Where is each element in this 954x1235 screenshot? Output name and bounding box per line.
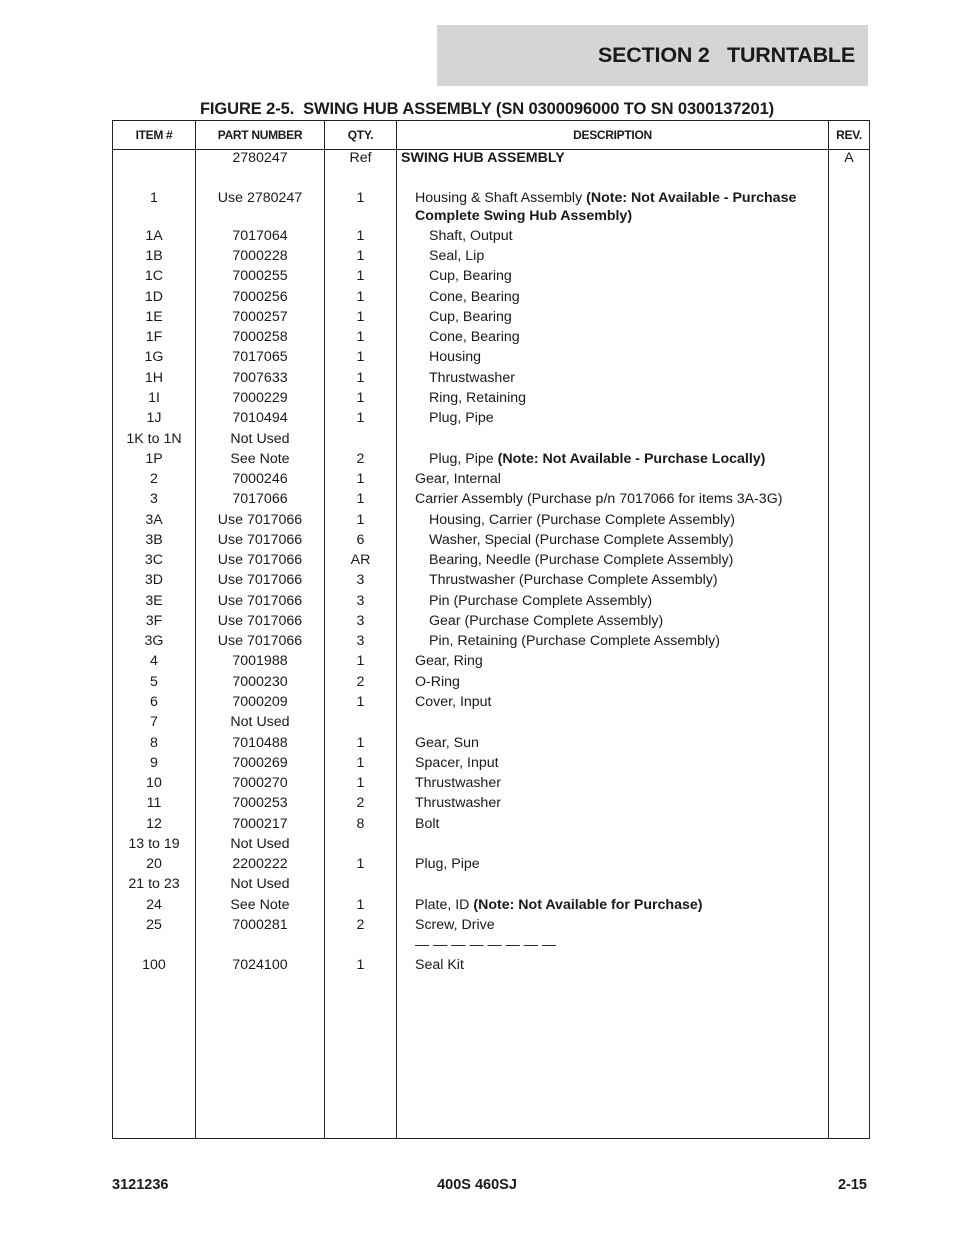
description-text: Shaft, Output: [429, 228, 513, 244]
header-part-number: PART NUMBER: [217, 128, 303, 142]
description: [415, 794, 822, 812]
description: [429, 328, 822, 346]
quantity: Ref: [349, 150, 372, 166]
description: [429, 288, 822, 306]
description: [429, 389, 822, 407]
description: [415, 916, 822, 934]
description: [415, 734, 822, 752]
header-description: DESCRIPTION: [573, 128, 652, 142]
description: [429, 531, 822, 549]
part-number: 7000257: [232, 309, 288, 325]
description-text: Thrustwasher: [429, 370, 515, 386]
part-number: Use 7017066: [217, 552, 303, 568]
footer-page-number: 2-15: [837, 1177, 867, 1193]
description: [415, 189, 822, 225]
part-number: 7000246: [232, 471, 288, 487]
description: [415, 855, 822, 873]
header-item: ITEM #: [135, 128, 173, 142]
quantity: 1: [356, 289, 365, 305]
description: [415, 652, 822, 670]
quantity: 1: [356, 349, 365, 365]
description: [429, 308, 822, 326]
description-text: Pin, Retaining (Purchase Complete Assembly): [429, 633, 720, 649]
description: [429, 511, 822, 529]
parts-table: [112, 120, 870, 1139]
description-text: Thrustwasher (Purchase Complete Assembly): [429, 572, 718, 588]
description: [429, 247, 822, 265]
item-number: 1G: [144, 349, 164, 365]
part-number: Use 7017066: [217, 512, 303, 528]
item-number: 3G: [144, 633, 164, 649]
part-number: Not Used: [230, 836, 290, 852]
quantity: 3: [356, 593, 365, 609]
description: [415, 673, 822, 691]
description-text: Housing, Carrier (Purchase Complete Assembly): [429, 512, 735, 528]
description-text: Gear (Purchase Complete Assembly): [429, 613, 664, 629]
item-number: 1: [150, 190, 158, 206]
item-number: 1E: [145, 309, 163, 325]
description: [429, 571, 822, 589]
part-number: 7000269: [232, 755, 288, 771]
part-number: See Note: [230, 451, 290, 467]
description: [429, 450, 822, 468]
item-number: 1D: [144, 289, 164, 305]
item-number: 1H: [144, 370, 164, 386]
part-number: Use 7017066: [217, 532, 303, 548]
section-title: SECTION 2 TURNTABLE: [598, 43, 855, 67]
part-number: 7010488: [232, 735, 288, 751]
item-number: 8: [150, 735, 158, 751]
part-number: 7017065: [232, 349, 288, 365]
description: [429, 409, 822, 427]
description-text: Thrustwasher: [415, 775, 501, 791]
description-text: Screw, Drive: [415, 917, 495, 933]
item-number: 12: [146, 816, 162, 832]
description: [429, 551, 822, 569]
description-note: SWING HUB ASSEMBLY: [401, 150, 565, 166]
quantity: 1: [356, 957, 365, 973]
part-number: 7000228: [232, 248, 288, 264]
description-note: (Note: Not Available - Purchase Locally): [497, 451, 766, 467]
part-number: 7001988: [232, 653, 288, 669]
quantity: 2: [356, 917, 365, 933]
part-number: 7000229: [232, 390, 288, 406]
part-number: 7000270: [232, 775, 288, 791]
quantity: 1: [356, 248, 365, 264]
part-number: 7000281: [232, 917, 288, 933]
item-number: 3C: [144, 552, 164, 568]
description-note: (Note: Not Available - Purchase: [586, 190, 797, 206]
item-number: 21 to 23: [128, 876, 180, 892]
description-text: Housing & Shaft Assembly: [415, 190, 587, 206]
description-text: Bolt: [415, 816, 440, 832]
description-text: Seal Kit: [415, 957, 464, 973]
part-number: Use 7017066: [217, 572, 303, 588]
item-number: 1C: [144, 268, 164, 284]
quantity: 1: [356, 897, 365, 913]
item-number: 100: [142, 957, 166, 973]
header-rev: REV.: [836, 128, 862, 142]
description: [401, 149, 822, 167]
quantity: 1: [356, 755, 365, 771]
quantity: 1: [356, 329, 365, 345]
part-number: Not Used: [230, 431, 290, 447]
description-text: — — — — — — — —: [415, 937, 557, 953]
part-number: 7017064: [232, 228, 288, 244]
quantity: 2: [356, 451, 365, 467]
description: [429, 267, 822, 285]
description-text: Plug, Pipe: [429, 410, 494, 426]
part-number: 7017066: [232, 491, 288, 507]
description-text: Plate, ID: [415, 897, 474, 913]
description-text: Housing: [429, 349, 482, 365]
description: [415, 956, 822, 974]
description-text: Plug, Pipe: [429, 451, 498, 467]
description: [415, 774, 822, 792]
item-number: 3A: [145, 512, 163, 528]
item-number: 25: [146, 917, 162, 933]
part-number: 2200222: [232, 856, 288, 872]
description-text: O-Ring: [415, 674, 460, 690]
description-text: Cone, Bearing: [429, 289, 520, 305]
figure-title: FIGURE 2-5. SWING HUB ASSEMBLY (SN 0300096000 TO SN 0300137201): [199, 100, 775, 118]
quantity: 3: [356, 572, 365, 588]
revision: A: [844, 150, 854, 166]
description-note: (Note: Not Available for Purchase): [473, 897, 703, 913]
part-number: 2780247: [232, 150, 288, 166]
description: [415, 815, 822, 833]
description-text: Seal, Lip: [429, 248, 485, 264]
item-number: 3B: [145, 532, 163, 548]
description-text: Plug, Pipe: [415, 856, 480, 872]
description: [415, 490, 822, 508]
description-text: Gear, Sun: [415, 735, 479, 751]
quantity: 1: [356, 512, 365, 528]
part-number: 7000253: [232, 795, 288, 811]
quantity: 1: [356, 694, 365, 710]
quantity: 1: [356, 190, 365, 206]
quantity: 1: [356, 471, 365, 487]
item-number: 1P: [145, 451, 163, 467]
quantity: 1: [356, 268, 365, 284]
quantity: 8: [356, 816, 365, 832]
footer-model: 400S 460SJ: [437, 1177, 517, 1193]
description-text: Spacer, Input: [415, 755, 499, 771]
description: [429, 348, 822, 366]
item-number: 3E: [145, 593, 163, 609]
description: [429, 369, 822, 387]
description: [415, 754, 822, 772]
quantity: 1: [356, 775, 365, 791]
section-header-band: [437, 25, 868, 86]
description: [429, 612, 822, 630]
description: [415, 693, 822, 711]
quantity: 1: [356, 309, 365, 325]
item-number: 1K to 1N: [126, 431, 182, 447]
description-text: Cover, Input: [415, 694, 492, 710]
part-number: 7010494: [232, 410, 288, 426]
description-text: Gear, Ring: [415, 653, 483, 669]
quantity: 6: [356, 532, 365, 548]
part-number: 7007633: [232, 370, 288, 386]
description-text: Thrustwasher: [415, 795, 501, 811]
description: [429, 632, 822, 650]
quantity: 1: [356, 390, 365, 406]
part-number: Use 7017066: [217, 593, 303, 609]
part-number: 7000256: [232, 289, 288, 305]
column-divider: [396, 121, 397, 1138]
description: [415, 896, 822, 914]
part-number: Not Used: [230, 876, 290, 892]
item-number: 6: [150, 694, 158, 710]
part-number: 7000209: [232, 694, 288, 710]
description-text: Ring, Retaining: [429, 390, 527, 406]
part-number: Use 7017066: [217, 633, 303, 649]
item-number: 3: [150, 491, 158, 507]
part-number: See Note: [230, 897, 290, 913]
item-number: 1A: [145, 228, 163, 244]
description-text: Washer, Special (Purchase Complete Assembly): [429, 532, 734, 548]
quantity: 1: [356, 370, 365, 386]
item-number: 2: [150, 471, 158, 487]
item-number: 7: [150, 714, 158, 730]
quantity: 3: [356, 613, 365, 629]
description-text: Cone, Bearing: [429, 329, 520, 345]
quantity: 1: [356, 410, 365, 426]
quantity: 1: [356, 653, 365, 669]
footer-doc-number: 3121236: [112, 1177, 169, 1193]
part-number: 7024100: [232, 957, 288, 973]
header-qty: QTY.: [347, 128, 374, 142]
item-number: 10: [146, 775, 162, 791]
description: [429, 227, 822, 245]
quantity: 1: [356, 856, 365, 872]
description-note-continued: Complete Swing Hub Assembly): [415, 208, 633, 224]
item-number: 11: [146, 795, 162, 811]
description-text: Cup, Bearing: [429, 268, 512, 284]
item-number: 1B: [145, 248, 163, 264]
quantity: 1: [356, 228, 365, 244]
part-number: 7000258: [232, 329, 288, 345]
item-number: 1J: [146, 410, 162, 426]
part-number: Not Used: [230, 714, 290, 730]
item-number: 20: [146, 856, 162, 872]
part-number: Use 2780247: [217, 190, 303, 206]
quantity: 1: [356, 491, 365, 507]
item-number: 1F: [145, 329, 163, 345]
quantity: AR: [350, 552, 371, 568]
part-number: 7000230: [232, 674, 288, 690]
item-number: 4: [150, 653, 158, 669]
part-number: 7000217: [232, 816, 288, 832]
part-number: 7000255: [232, 268, 288, 284]
item-number: 3F: [145, 613, 163, 629]
quantity: 3: [356, 633, 365, 649]
item-number: 13 to 19: [128, 836, 180, 852]
part-number: Use 7017066: [217, 613, 303, 629]
item-number: 24: [146, 897, 162, 913]
description: [415, 936, 822, 954]
item-number: 1I: [148, 390, 160, 406]
description-text: Carrier Assembly (Purchase p/n 7017066 for items 3A-3G): [415, 491, 783, 507]
description-text: Pin (Purchase Complete Assembly): [429, 593, 653, 609]
description-text: Gear, Internal: [415, 471, 501, 487]
description: [429, 592, 822, 610]
quantity: 2: [356, 674, 365, 690]
item-number: 9: [150, 755, 158, 771]
quantity: 2: [356, 795, 365, 811]
item-number: 5: [150, 674, 158, 690]
description-text: Cup, Bearing: [429, 309, 512, 325]
item-number: 3D: [144, 572, 164, 588]
quantity: 1: [356, 735, 365, 751]
column-divider: [828, 121, 829, 1138]
description: [415, 470, 822, 488]
description-text: Bearing, Needle (Purchase Complete Assembly): [429, 552, 734, 568]
